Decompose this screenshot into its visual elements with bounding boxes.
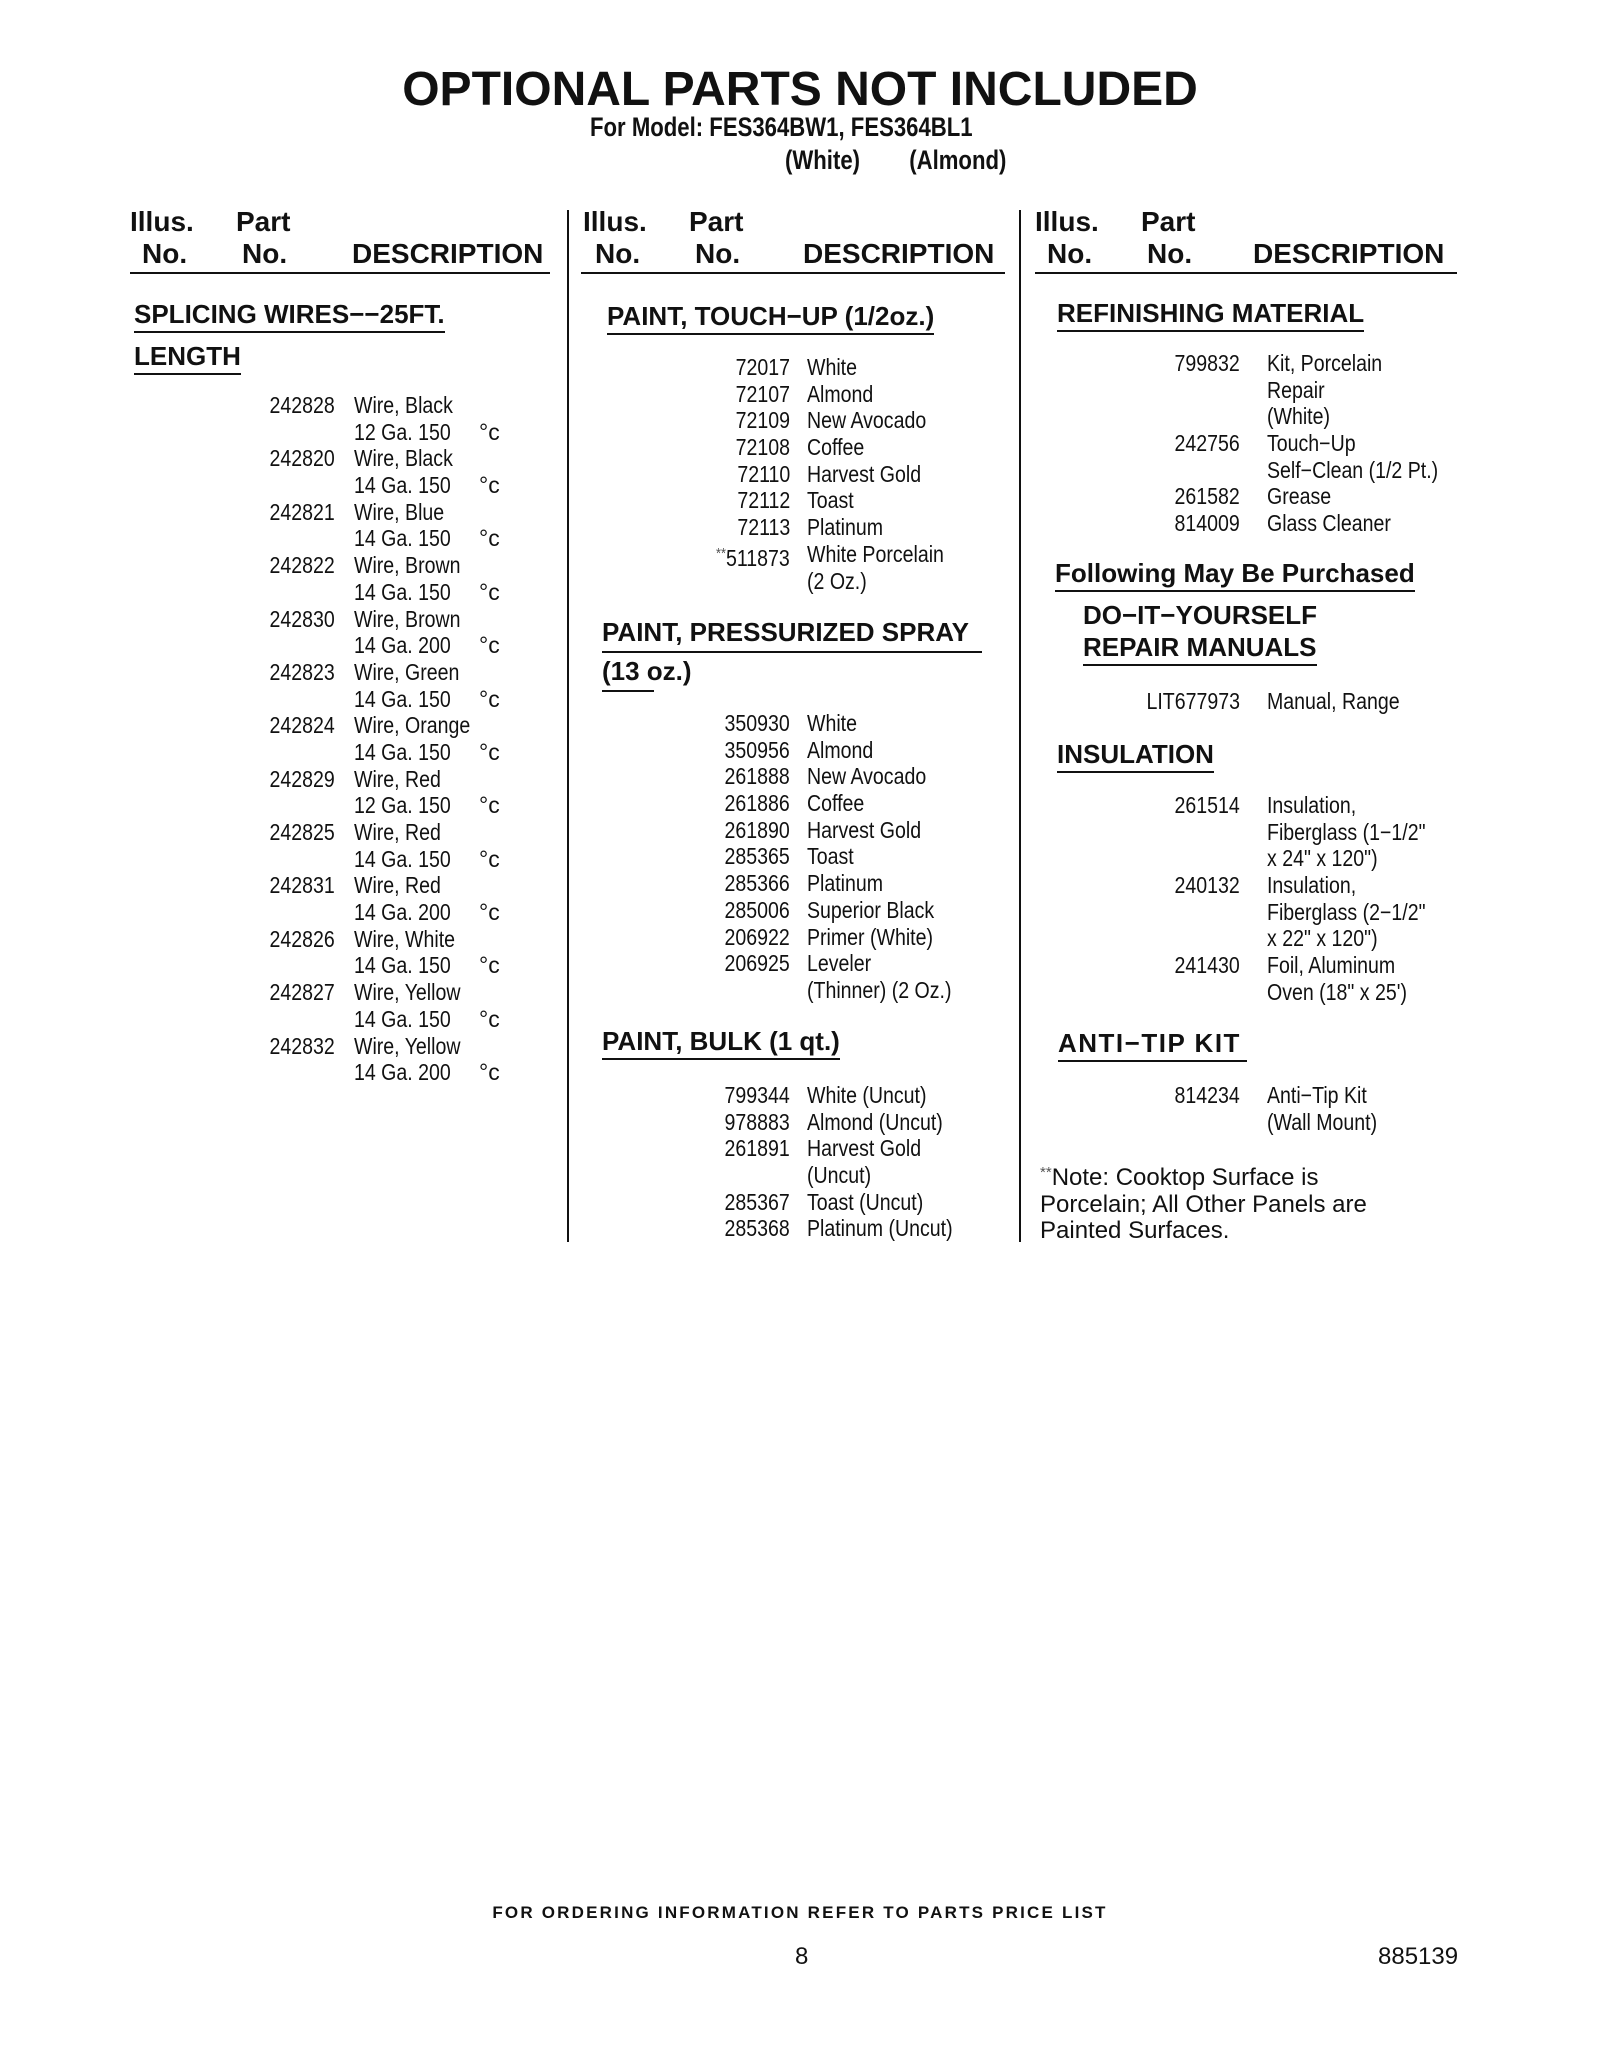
splicing-wire-list [190, 392, 550, 1086]
part-number: 242825 [269, 819, 335, 845]
list-item [190, 1006, 550, 1033]
part-number: 241430 [1174, 952, 1240, 979]
list-item [640, 514, 1020, 541]
part-number: 261890 [724, 816, 790, 843]
section-title-bulk: PAINT, BULK (1 qt.) [602, 1026, 840, 1060]
part-description: Wire, Red [354, 872, 441, 899]
document-number: 885139 [1378, 1943, 1459, 1970]
temperature-unit: °c [479, 952, 500, 979]
temperature-unit: °c [479, 899, 500, 926]
part-description: Harvest Gold [807, 1135, 922, 1162]
list-item [1090, 377, 1470, 404]
list-item [640, 434, 1020, 461]
list-item [640, 843, 1020, 870]
part-description: Almond [807, 736, 874, 763]
part-description: (Wall Mount) [1267, 1108, 1378, 1135]
column-divider-1 [567, 210, 569, 1242]
list-item [1090, 688, 1470, 715]
part-description: 12 Ga. 150 [354, 792, 451, 819]
part-description: Wire, Brown [354, 552, 461, 579]
list-item [190, 1059, 550, 1086]
part-number: 242831 [269, 872, 335, 899]
part-description: Anti−Tip Kit [1267, 1082, 1367, 1108]
part-number: 242823 [269, 658, 335, 685]
section-title-repair-manuals: REPAIR MANUALS [1083, 632, 1317, 666]
list-item [1090, 403, 1470, 430]
temperature-unit: °c [479, 845, 500, 872]
list-item [640, 381, 1020, 408]
part-description: Fiberglass (1−1/2" [1267, 818, 1426, 845]
part-number: 242827 [269, 979, 335, 1006]
part-description: Wire, Red [354, 819, 441, 845]
list-item [640, 870, 1020, 897]
temperature-unit: °c [479, 1059, 500, 1086]
part-number: 242820 [269, 445, 335, 472]
part-number: 72017 [735, 354, 790, 380]
part-number: 814009 [1174, 510, 1240, 537]
part-description: Leveler [807, 950, 872, 977]
part-description: Wire, White [354, 925, 456, 952]
list-item [640, 354, 1020, 381]
part-description: (Uncut) [807, 1162, 872, 1189]
porcelain-mark: ** [716, 544, 727, 562]
temperature-unit: °c [479, 632, 500, 659]
part-description: Kit, Porcelain [1267, 350, 1383, 376]
part-description: 14 Ga. 200 [354, 899, 451, 926]
part-description: Superior Black [807, 896, 935, 923]
part-number: **511873 [716, 544, 790, 571]
list-item [640, 817, 1020, 844]
manual-list [1090, 688, 1470, 715]
temperature-unit: °c [479, 685, 500, 712]
spray-title-underline [602, 690, 654, 692]
touchup-paint-list [640, 354, 1020, 594]
part-description: Toast [807, 843, 854, 870]
part-number: 242822 [269, 552, 335, 579]
section-title-diy: DO−IT−YOURSELF [1083, 600, 1318, 630]
part-number: 814234 [1174, 1082, 1240, 1108]
part-description: Fiberglass (2−1/2" [1267, 898, 1426, 925]
temperature-unit: °c [479, 738, 500, 765]
page-title: OPTIONAL PARTS NOT INCLUDED [402, 63, 1198, 116]
part-number: 285367 [724, 1188, 790, 1215]
part-description: Wire, Orange [354, 712, 471, 739]
list-item [190, 419, 550, 446]
part-description: Harvest Gold [807, 460, 922, 487]
part-description: Oven (18" x 25') [1267, 978, 1407, 1005]
list-item [1090, 1082, 1470, 1109]
list-item [640, 1109, 1020, 1136]
list-item [1090, 1109, 1470, 1136]
list-item [640, 924, 1020, 951]
color-almond: (Almond) [909, 145, 1007, 175]
section-title-following: Following May Be Purchased [1055, 558, 1415, 592]
part-description: Almond (Uncut) [807, 1108, 943, 1135]
part-number: 799344 [724, 1082, 790, 1108]
list-item [640, 1162, 1020, 1189]
part-description: Platinum [807, 514, 884, 541]
list-item [1090, 510, 1470, 537]
list-item [640, 540, 1020, 571]
list-item [640, 407, 1020, 434]
list-item [190, 952, 550, 979]
part-number: 242756 [1174, 430, 1240, 457]
part-description: Insulation, [1267, 792, 1357, 818]
list-item [190, 392, 550, 419]
part-number: 72113 [737, 514, 790, 541]
section-title-antitip: ANTI−TIP KIT [1058, 1028, 1247, 1062]
list-item [640, 950, 1020, 977]
part-description: 14 Ga. 200 [354, 632, 451, 659]
list-item [640, 1189, 1020, 1216]
part-description: 12 Ga. 150 [354, 418, 451, 445]
part-description: Manual, Range [1267, 688, 1400, 714]
part-number: 261888 [724, 763, 790, 790]
list-item [1090, 792, 1470, 819]
list-item [190, 926, 550, 953]
part-number: 285366 [724, 870, 790, 897]
list-item [640, 487, 1020, 514]
part-number: 242828 [269, 392, 335, 418]
part-number: 72110 [737, 460, 790, 487]
part-description: Platinum [807, 870, 884, 897]
part-number: 261582 [1174, 483, 1240, 510]
temperature-unit: °c [479, 1005, 500, 1032]
list-item [640, 737, 1020, 764]
list-item [640, 763, 1020, 790]
section-title-insulation: INSULATION [1057, 739, 1214, 773]
list-item [190, 579, 550, 606]
part-description: Coffee [807, 790, 865, 817]
part-description: Wire, Brown [354, 605, 461, 632]
list-item [190, 899, 550, 926]
part-number: 285368 [724, 1215, 790, 1242]
list-item [1090, 872, 1470, 899]
part-number: 242832 [269, 1032, 335, 1059]
bulk-paint-list [640, 1082, 1020, 1242]
part-description: 14 Ga. 150 [354, 685, 451, 712]
part-number: 72109 [735, 407, 790, 434]
part-description: 14 Ga. 150 [354, 738, 451, 765]
list-item [190, 472, 550, 499]
list-item [1090, 457, 1470, 484]
list-item [190, 632, 550, 659]
section-title-length: LENGTH [134, 341, 241, 375]
list-item [190, 686, 550, 713]
list-item [640, 710, 1020, 737]
note-line: Painted Surfaces. [1040, 1217, 1230, 1244]
list-item [190, 792, 550, 819]
color-white: (White) [785, 145, 861, 175]
list-item [640, 1135, 1020, 1162]
part-description: Almond [807, 380, 874, 407]
list-item [190, 766, 550, 793]
part-description: Wire, Black [354, 392, 453, 418]
part-number: 261891 [724, 1135, 790, 1162]
part-number: 242824 [269, 712, 335, 739]
part-description: New Avocado [807, 763, 927, 790]
section-title-spray: PAINT, PRESSURIZED SPRAY [602, 617, 982, 653]
part-number: LIT677973 [1146, 688, 1240, 714]
part-number: 261514 [1174, 792, 1240, 818]
part-description: Wire, Blue [354, 498, 445, 525]
part-description: Toast (Uncut) [807, 1188, 924, 1215]
part-description: 14 Ga. 150 [354, 525, 451, 552]
part-description: White Porcelain [807, 540, 944, 567]
part-number: 285006 [724, 896, 790, 923]
part-number: 72107 [735, 380, 790, 407]
part-description: Coffee [807, 434, 865, 461]
temperature-unit: °c [479, 525, 500, 552]
list-item [1090, 952, 1470, 979]
part-description: 14 Ga. 150 [354, 472, 451, 499]
part-description: Wire, Yellow [354, 1032, 461, 1059]
spray-paint-list [640, 710, 1020, 1004]
part-number: 72112 [737, 487, 790, 514]
part-description: Wire, Green [354, 658, 460, 685]
temperature-unit: °c [479, 792, 500, 819]
part-number: 350930 [724, 710, 790, 736]
part-number: 261886 [724, 790, 790, 817]
note-line: Note: Cooktop Surface is [1051, 1164, 1319, 1191]
part-description: Toast [807, 487, 854, 514]
part-description: Primer (White) [807, 923, 933, 950]
part-number: 978883 [724, 1108, 790, 1135]
part-number: 242821 [269, 498, 335, 525]
list-item [1090, 483, 1470, 510]
part-number: 799832 [1174, 350, 1240, 376]
part-number: 240132 [1174, 872, 1240, 899]
list-item [640, 1082, 1020, 1109]
section-title-splicing: SPLICING WIRES−−25FT. [134, 299, 445, 333]
part-description: Insulation, [1267, 872, 1357, 899]
list-item [190, 552, 550, 579]
list-item [640, 977, 1020, 1004]
list-item [1090, 350, 1470, 377]
part-description: White [807, 354, 857, 380]
insulation-list [1090, 792, 1470, 1006]
part-description: 14 Ga. 150 [354, 845, 451, 872]
part-number: 206925 [724, 950, 790, 977]
part-description: Harvest Gold [807, 816, 922, 843]
part-description: Wire, Red [354, 765, 441, 792]
part-description: Foil, Aluminum [1267, 952, 1396, 979]
part-description: (Thinner) (2 Oz.) [807, 976, 952, 1003]
list-item [190, 739, 550, 766]
part-description: 14 Ga. 150 [354, 1005, 451, 1032]
list-item [1090, 925, 1470, 952]
list-item [640, 897, 1020, 924]
temperature-unit: °c [479, 418, 500, 445]
part-description: New Avocado [807, 407, 927, 434]
list-item [190, 525, 550, 552]
page-number: 8 [795, 1943, 809, 1970]
list-item [190, 846, 550, 873]
list-item [640, 790, 1020, 817]
antitip-list [1090, 1082, 1470, 1135]
list-item [1090, 845, 1470, 872]
refinishing-list [1090, 350, 1470, 537]
part-number: 72108 [735, 434, 790, 461]
temperature-unit: °c [479, 472, 500, 499]
section-title-refinishing: REFINISHING MATERIAL [1057, 298, 1364, 332]
part-description: Grease [1267, 483, 1332, 510]
part-description: Repair [1267, 376, 1325, 403]
ordering-info: FOR ORDERING INFORMATION REFER TO PARTS PRICE LIST [492, 1903, 1108, 1922]
part-description: Glass Cleaner [1267, 510, 1391, 537]
part-description: Wire, Black [354, 445, 453, 472]
part-description: 14 Ga. 150 [354, 578, 451, 605]
note-line: Porcelain; All Other Panels are [1040, 1190, 1367, 1218]
list-item [640, 1215, 1020, 1242]
part-number: 242830 [269, 605, 335, 632]
part-description: Platinum (Uncut) [807, 1215, 953, 1242]
part-description: x 22" x 120") [1267, 925, 1378, 952]
list-item [640, 461, 1020, 488]
part-description: White (Uncut) [807, 1082, 927, 1108]
section-title-touchup: PAINT, TOUCH−UP (1/2oz.) [607, 301, 934, 335]
part-description: x 24" x 120") [1267, 845, 1378, 872]
list-item [190, 979, 550, 1006]
list-item [1090, 430, 1470, 457]
color-labels [785, 145, 1006, 176]
model-line: For Model: FES364BW1, FES364BL1 [590, 112, 973, 142]
part-description: Wire, Yellow [354, 979, 461, 1006]
section-title-spray-size: (13 oz.) [602, 656, 692, 686]
part-number: 242826 [269, 925, 335, 952]
list-item [190, 819, 550, 846]
list-item [190, 445, 550, 472]
part-description: White [807, 710, 857, 736]
list-item [190, 499, 550, 526]
list-item [1090, 819, 1470, 846]
list-item [1090, 979, 1470, 1006]
part-number: 242829 [269, 765, 335, 792]
part-description: 14 Ga. 150 [354, 952, 451, 979]
part-number: 285365 [724, 843, 790, 870]
part-description: (White) [1267, 403, 1331, 430]
part-description: Self−Clean (1/2 Pt.) [1267, 456, 1439, 483]
temperature-unit: °c [479, 578, 500, 605]
list-item [640, 568, 1020, 595]
part-number: 206922 [724, 923, 790, 950]
part-description: 14 Ga. 200 [354, 1059, 451, 1086]
list-item [190, 712, 550, 739]
part-description: Touch−Up [1267, 430, 1356, 457]
list-item [190, 872, 550, 899]
part-description: (2 Oz.) [807, 567, 867, 594]
list-item [190, 1033, 550, 1060]
porcelain-note [1040, 1160, 1367, 1245]
list-item [1090, 899, 1470, 926]
list-item [190, 659, 550, 686]
part-number: 350956 [724, 736, 790, 763]
note-mark: ** [1040, 1164, 1052, 1181]
list-item [190, 606, 550, 633]
